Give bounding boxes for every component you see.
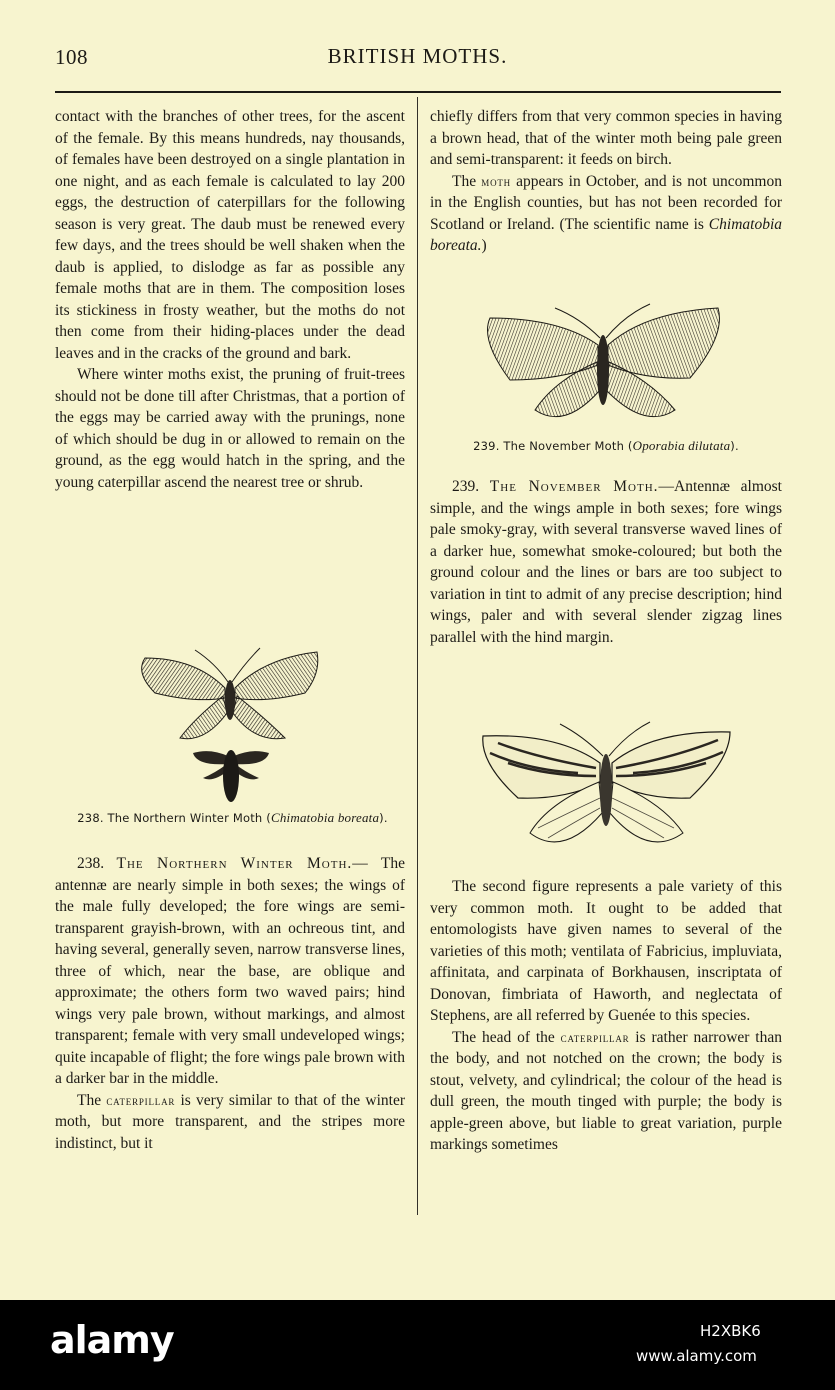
text-run: The (77, 1091, 107, 1109)
text-run: appears in October, and is not uncommon in the English counties, but has not been recorded for Scotland or Ireland. (The scientific name is (430, 172, 782, 233)
text-run: The (452, 172, 482, 190)
figure-239-caption (430, 438, 782, 454)
section-239-number: 239. (452, 478, 480, 495)
section-239-heading: The November Moth. (489, 478, 659, 495)
section-238-paragraph (55, 853, 405, 1090)
section-239-text: Antennæ almost simple, and the wings ample in both sexes; fore wings pale smoky-gray, with several transverse waved lines of a darker hue, somewhat smoke-coloured; but both the ground colour and the lines or bars are too subject to variation in tint to admit of any precise description; hind wings, paler and with several slender zigzag lines parallel with the hind margin. (430, 478, 782, 646)
caption-species: Oporabia dilutata (632, 438, 731, 453)
caterpillar-keyword: caterpillar (106, 1092, 176, 1108)
section-238-number: 238. (77, 855, 105, 872)
column-divider (417, 97, 418, 1215)
right-moth-paragraph (430, 171, 782, 257)
section-239-paragraph (430, 476, 782, 648)
page-number: 108 (55, 45, 88, 69)
caption-text: 239. The November Moth ( (473, 439, 633, 453)
text-run: The head of the (452, 1028, 561, 1046)
text-run: ) (481, 237, 487, 254)
page-header (0, 0, 835, 95)
right-variety-paragraph: The second figure represents a pale variety of this very common moth. It ought to be added that entomologists have given names to several of the varieties of this moth; ventilata of Fabricius, impluviata, affinitata, and carpinata of Borkhausen, inscriptata of Donovan, fimbriata of Haworth, and neglectata of Stephens, are all referred by Guenée to this species. (430, 878, 782, 1024)
figure-239-moth-dark (480, 300, 725, 430)
image-id-label: H2XBK6 (700, 1322, 761, 1340)
figure-239-moth-pale-variety (478, 718, 733, 858)
right-column-middle-text (430, 476, 782, 648)
moth-keyword: moth (481, 173, 511, 189)
left-column-bottom-text (55, 853, 405, 1154)
november-moth-illustration (480, 300, 725, 430)
northern-winter-moth-illustration (135, 638, 325, 808)
section-239-dash: — (658, 478, 675, 495)
left-column-top-text (55, 106, 405, 493)
watermark-url: www.alamy.com (636, 1347, 757, 1365)
right-column-top-text (430, 106, 782, 257)
running-title: BRITISH MOTHS. (327, 44, 508, 68)
text-run: is very similar to that of the winter moth, but more transparent, and the stripes more indistinct, but it (55, 1091, 405, 1152)
alamy-logo: alamy (50, 1318, 174, 1362)
section-238-text: The antennæ are nearly simple in both sexes; the wings of the male fully developed; the fore wings are semi-transparent grayish-brown, with an ochreous tint, and having several, generally seven, narrow transverse lines, three of which, near the base, are oblique and approximate; the others form two waved pairs; hind wings very pale brown, without markings, and almost transparent; female with very small undeveloped wings; quite incapable of flight; the fore wings pale brown with a darker bar in the middle. (55, 855, 405, 1087)
november-moth-pale-illustration (478, 718, 733, 858)
caption-text: 238. The Northern Winter Moth ( (77, 811, 271, 825)
figure-238-caption (55, 810, 410, 826)
section-238-heading: The Northern Winter Moth.— (116, 855, 369, 872)
caption-suffix: ). (730, 439, 739, 453)
right-paragraph-1: chiefly differs from that very common species in having a brown head, that of the winter moth being pale green and semi-transparent: it feeds on birch. (430, 108, 782, 168)
caption-suffix: ). (379, 811, 388, 825)
left-paragraph-1: contact with the branches of other trees, for the ascent of the female. By this means hundreds, nay thousands, of females have been destroyed on a single plantation in one night, and as each female is calculated to lay 200 eggs, the destruction of caterpillars for the following season is very great. The daub must be renewed every few days, and the trees should be well shaken when the daub is applied, to dislodge as far as possible any female moths that are in them. The composition loses its stickiness in frosty weather, but the moths do not then come from their hiding-places under the dead leaves and in the cracks of the ground and bark. (55, 108, 405, 362)
caterpillar-keyword: caterpillar (560, 1029, 630, 1045)
text-run: is rather narrower than the body, and not notched on the crown; the body is stout, velvety, and cylindrical; the colour of the head is dull green, the mouth tinged with purple; the body is apple-green above, but liable to great variation, purple markings sometimes (430, 1028, 782, 1153)
right-caterpillar-paragraph (430, 1027, 782, 1156)
figure-238-moths (135, 638, 325, 808)
right-column-bottom-text (430, 876, 782, 1156)
caption-species: Chimatobia boreata (270, 810, 380, 825)
left-caterpillar-paragraph (55, 1090, 405, 1155)
header-rule (55, 91, 781, 93)
left-paragraph-2: Where winter moths exist, the pruning of fruit-trees should not be done till after Christmas, that a portion of the eggs may be carried away with the prunings, none of which should be dug in or allowed to remain on the ground, as the egg would hatch in the spring, and the young caterpillar ascend the nearest tree or shrub. (55, 366, 405, 491)
species-name: Chimatobia boreata. (430, 215, 782, 254)
